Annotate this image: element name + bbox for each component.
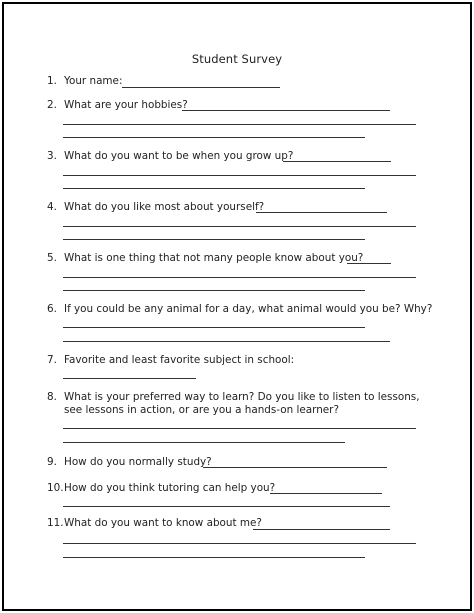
answer-line[interactable] bbox=[63, 341, 390, 342]
question-text: Your name: bbox=[64, 75, 123, 87]
question-number: 10. bbox=[47, 482, 64, 494]
answer-line[interactable] bbox=[63, 124, 416, 125]
answer-line[interactable] bbox=[253, 529, 390, 530]
question-text: How do you think tutoring can help you? bbox=[64, 482, 276, 494]
question-text: see lessons in action, or are you a hands-on learner? bbox=[64, 404, 339, 416]
question-10 bbox=[47, 481, 275, 495]
answer-line[interactable] bbox=[63, 327, 365, 328]
question-text: If you could be any animal for a day, what animal would you be? Why? bbox=[64, 303, 433, 315]
question-text: How do you normally study? bbox=[64, 456, 212, 468]
question-8 bbox=[47, 390, 420, 404]
question-text: What do you like most about yourself? bbox=[64, 201, 265, 213]
question-1 bbox=[47, 74, 122, 88]
answer-line[interactable] bbox=[256, 212, 387, 213]
question-text: What do you want to know about me? bbox=[64, 517, 262, 529]
question-5 bbox=[47, 251, 363, 265]
answer-line[interactable] bbox=[63, 557, 365, 558]
answer-line[interactable] bbox=[63, 226, 416, 227]
answer-line[interactable] bbox=[63, 277, 416, 278]
answer-line[interactable] bbox=[63, 175, 416, 176]
question-text: Favorite and least favorite subject in school: bbox=[64, 354, 295, 366]
question-6 bbox=[47, 302, 432, 316]
answer-line[interactable] bbox=[63, 378, 196, 379]
answer-line[interactable] bbox=[63, 506, 390, 507]
question-number: 4. bbox=[47, 201, 57, 213]
question-text: What do you want to be when you grow up? bbox=[64, 150, 294, 162]
question-number: 1. bbox=[47, 75, 57, 87]
question-text: What is your preferred way to learn? Do you like to listen to lessons, bbox=[64, 391, 420, 403]
answer-line[interactable] bbox=[347, 263, 391, 264]
question-7 bbox=[47, 353, 294, 367]
question-text: What are your hobbies? bbox=[64, 99, 188, 111]
question-2 bbox=[47, 98, 188, 112]
question-8-continued bbox=[64, 403, 339, 417]
answer-line[interactable] bbox=[63, 239, 365, 240]
answer-line[interactable] bbox=[203, 467, 387, 468]
question-number: 11. bbox=[47, 517, 64, 529]
answer-line[interactable] bbox=[63, 188, 365, 189]
question-number: 3. bbox=[47, 150, 57, 162]
answer-line[interactable] bbox=[63, 442, 345, 443]
answer-line[interactable] bbox=[182, 110, 390, 111]
answer-line[interactable] bbox=[63, 428, 416, 429]
question-3 bbox=[47, 149, 293, 163]
page-title: Student Survey bbox=[191, 52, 283, 66]
answer-line[interactable] bbox=[63, 543, 416, 544]
question-number: 5. bbox=[47, 252, 57, 264]
answer-line[interactable] bbox=[63, 137, 365, 138]
question-9 bbox=[47, 455, 212, 469]
question-text: What is one thing that not many people know about you? bbox=[64, 252, 364, 264]
question-11 bbox=[47, 516, 262, 530]
question-number: 8. bbox=[47, 391, 57, 403]
question-number: 6. bbox=[47, 303, 57, 315]
answer-line[interactable] bbox=[122, 87, 280, 88]
answer-line[interactable] bbox=[63, 290, 365, 291]
question-number: 7. bbox=[47, 354, 57, 366]
answer-line[interactable] bbox=[283, 161, 391, 162]
question-number: 9. bbox=[47, 456, 57, 468]
answer-line[interactable] bbox=[270, 493, 382, 494]
question-4 bbox=[47, 200, 264, 214]
question-number: 2. bbox=[47, 99, 57, 111]
